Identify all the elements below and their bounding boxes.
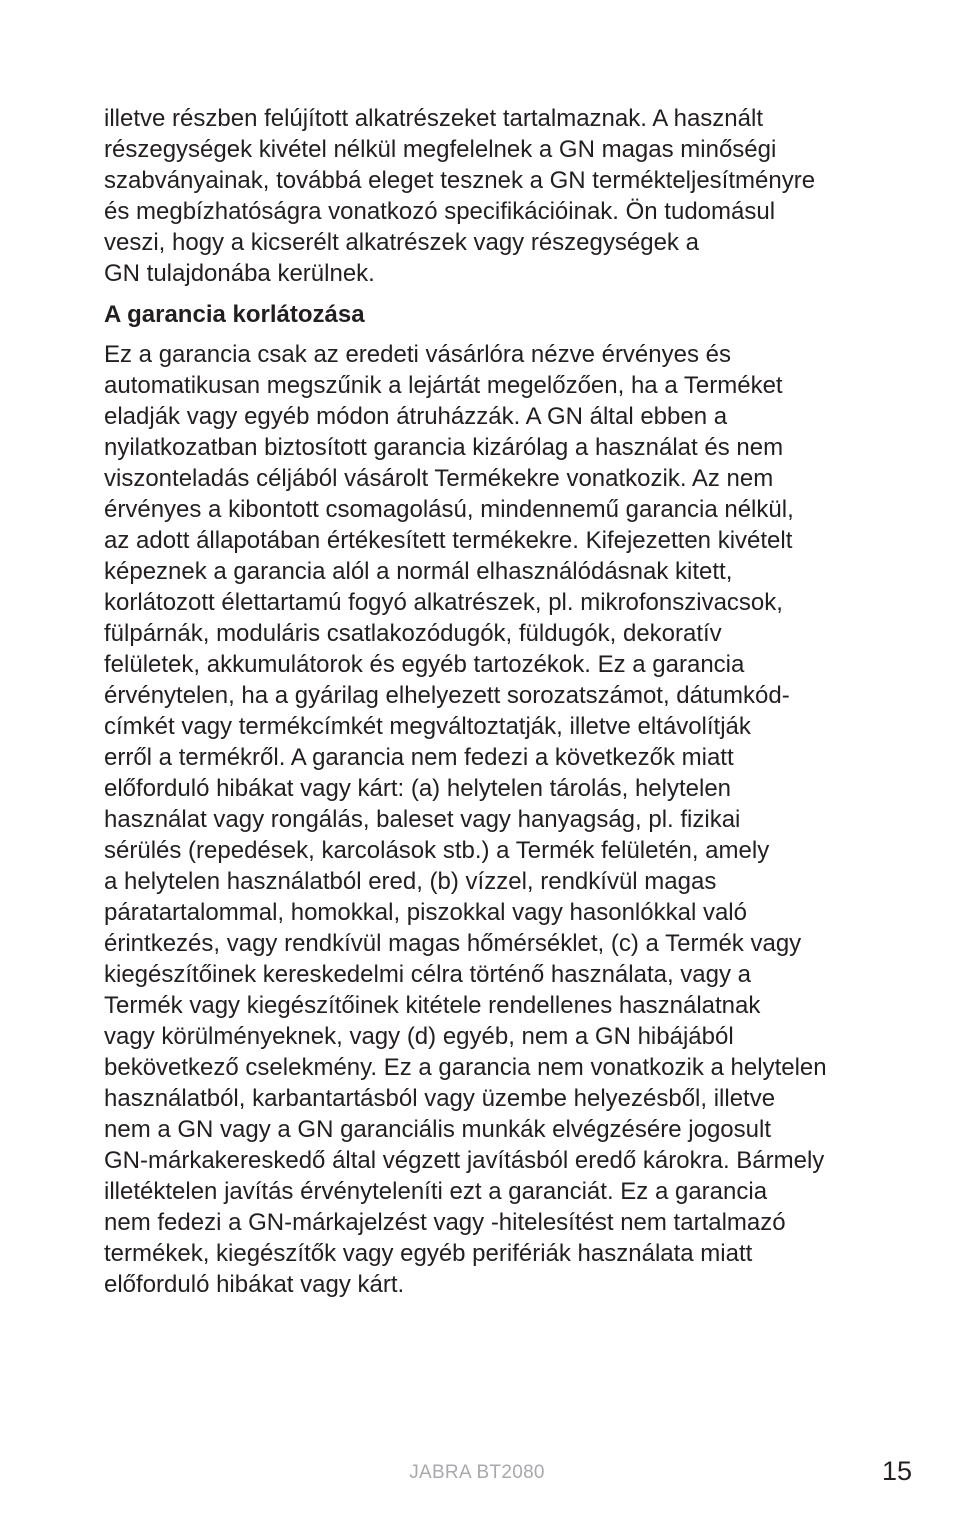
text-line: illetéktelen javítás érvényteleníti ezt a garanciát. Ez a garancia — [104, 1178, 768, 1205]
text-line: sérülés (repedések, karcolások stb.) a Termék felületén, amely — [104, 837, 770, 864]
text-line: részegységek kivétel nélkül megfelelnek a GN magas minőségi — [104, 136, 777, 163]
text-line: nem fedezi a GN-márkajelzést vagy -hitelesítést nem tartalmazó — [104, 1209, 786, 1236]
text-line: illetve részben felújított alkatrészeket tartalmaznak. A használt — [104, 105, 764, 132]
text-line: érintkezés, vagy rendkívül magas hőmérséklet, (c) a Termék vagy — [104, 930, 802, 957]
text-line: termékek, kiegészítők vagy egyéb perifériák használata miatt — [104, 1240, 753, 1267]
text-line: bekövetkező cselekmény. Ez a garancia nem vonatkozik a helytelen — [104, 1054, 827, 1081]
text-line: vagy körülményeknek, vagy (d) egyéb, nem a GN hibájából — [104, 1023, 734, 1050]
text-line: nem a GN vagy a GN garanciális munkák elvégzésére jogosult — [104, 1116, 771, 1143]
section-heading: A garancia korlátozása — [104, 301, 365, 328]
text-line: korlátozott élettartamú fogyó alkatrészek, pl. mikrofonszivacsok, — [104, 589, 783, 616]
text-line: előforduló hibákat vagy kárt: (a) helytelen tárolás, helytelen — [104, 775, 732, 802]
text-line: nyilatkozatban biztosított garancia kizárólag a használat és nem — [104, 434, 784, 461]
text-line: felületek, akkumulátorok és egyéb tartozékok. Ez a garancia — [104, 651, 745, 678]
text-line: érvényes a kibontott csomagolású, mindennemű garancia nélkül, — [104, 496, 794, 523]
text-line: GN tulajdonába kerülnek. — [104, 260, 375, 287]
text-line: Termék vagy kiegészítőinek kitétele rendellenes használatnak — [104, 992, 761, 1019]
paragraph-parts-ownership — [104, 103, 860, 289]
text-line: használat vagy rongálás, baleset vagy hanyagság, pl. fizikai — [104, 806, 741, 833]
paragraph-warranty-limitations — [104, 339, 860, 1300]
text-line: és megbízhatóságra vonatkozó specifikációinak. Ön tudomásul — [104, 198, 776, 225]
text-line: a helytelen használatból ered, (b) vízzel, rendkívül magas — [104, 868, 717, 895]
text-line: érvénytelen, ha a gyárilag elhelyezett sorozatszámot, dátumkód- — [104, 682, 790, 709]
text-line: szabványainak, továbbá eleget tesznek a GN termékteljesítményre — [104, 167, 816, 194]
text-line: kiegészítőinek kereskedelmi célra történő használata, vagy a — [104, 961, 752, 988]
text-line: veszi, hogy a kicserélt alkatrészek vagy részegységek a — [104, 229, 699, 256]
text-line: címkét vagy termékcímkét megváltoztatják, illetve eltávolítják — [104, 713, 751, 740]
text-line: Ez a garancia csak az eredeti vásárlóra nézve érvényes és — [104, 341, 731, 368]
page-number: 15 — [881, 1456, 912, 1486]
body-text — [104, 103, 860, 1300]
text-line: GN-márkakereskedő által végzett javításból eredő károkra. Bármely — [104, 1147, 825, 1174]
text-line: erről a termékről. A garancia nem fedezi a következők miatt — [104, 744, 734, 771]
text-line: fülpárnák, moduláris csatlakozódugók, füldugók, dekoratív — [104, 620, 722, 647]
text-line: páratartalommal, homokkal, piszokkal vagy hasonlókkal való — [104, 899, 747, 926]
text-line: eladják vagy egyéb módon átruházzák. A GN által ebben a — [104, 403, 728, 430]
text-line: képeznek a garancia alól a normál elhasználódásnak kitett, — [104, 558, 733, 585]
text-line: automatikusan megszűnik a lejártát megelőzően, ha a Terméket — [104, 372, 783, 399]
footer-product-name: JABRA BT2080 — [409, 1462, 545, 1483]
text-line: viszonteladás céljából vásárolt Termékekre vonatkozik. Az nem — [104, 465, 774, 492]
text-line: előforduló hibákat vagy kárt. — [104, 1271, 405, 1298]
text-line: használatból, karbantartásból vagy üzembe helyezésből, illetve — [104, 1085, 776, 1112]
text-line: az adott állapotában értékesített termékekre. Kifejezetten kivételt — [104, 527, 793, 554]
